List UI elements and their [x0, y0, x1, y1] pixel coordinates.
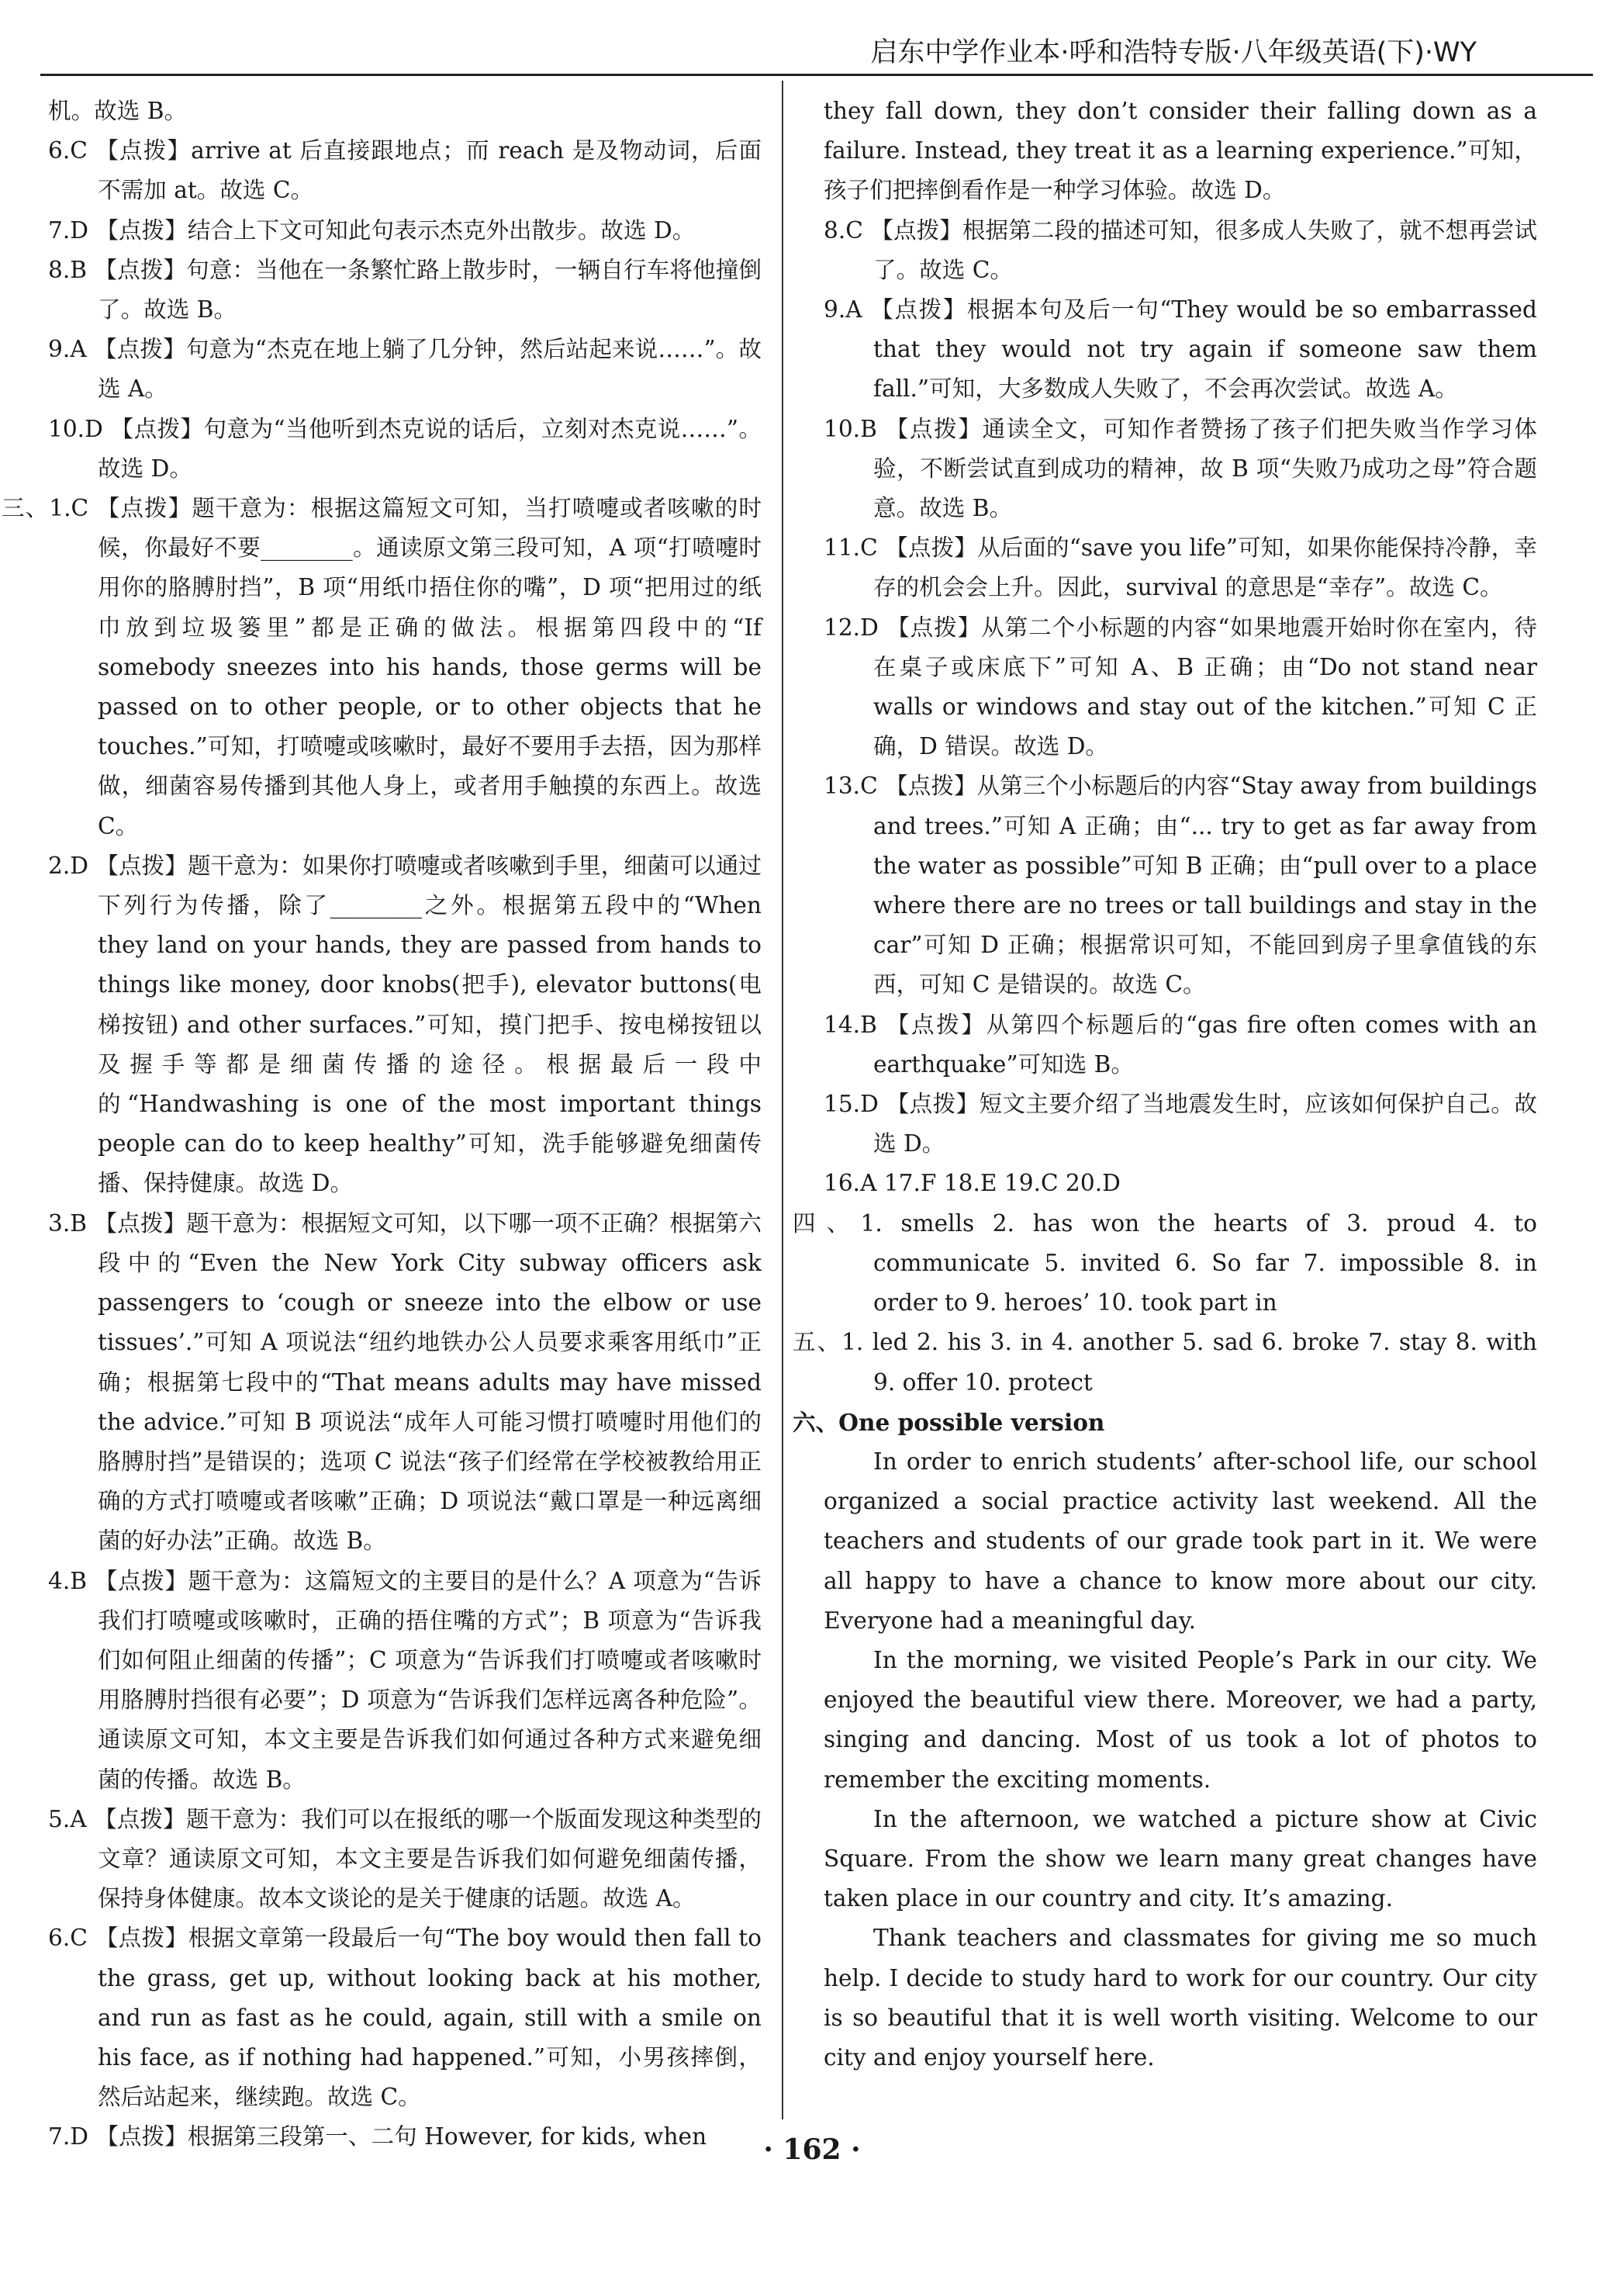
answer-item: 13.C 【点拨】从第三个小标题后的内容“Stay away from buildings and trees.”可知 A 正确；由“... try to get as far away from the water as possible”可知 B 正确；由“pull over to a place where there are no trees or tall buildings and stay in the car”可知 D 正确；根据常识可知，不能回到房子里拿值钱的东西，可知 C 是错误的。故选 C。 [824, 773, 1537, 998]
page-header: 启东中学作业本·呼和浩特专版·八年级英语(下)·WY [40, 31, 1593, 76]
section-four-answers: 四、1. smells 2. has won the hearts of 3. proud 4. to communicate 5. invited 6. So far 7. impossible 8. in order to 9. heroes’ 10. took part in [793, 1209, 1537, 1316]
answer-item: 11.C 【点拨】从后面的“save you life”可知，如果你能保持冷静，幸存的机会会上升。因此，survival 的意思是“幸存”。故选 C。 [824, 535, 1537, 601]
page-number: · 162 · [763, 2133, 861, 2166]
answer-item: 7.D 【点拨】结合上下文可知此句表示杰克外出散步。故选 D。 [48, 216, 696, 244]
section-six-heading: 六、One possible version [793, 1408, 1105, 1436]
answer-item: 9.A 【点拨】句意为“杰克在地上躺了几分钟，然后站起来说……”。故选 A。 [48, 336, 762, 403]
section-three-item: 三、1.C 【点拨】题干意为：根据这篇短文可知，当打喷嚏或者咳嗽的时候，你最好不要________。通读原文第三段可知，A 项“打喷嚏时用你的胳膊肘挡”，B 项“用纸巾捂住你的嘴”，D 项“把用过的纸巾放到垃圾篓里”都是正确的做法。根据第四段中的“If somebody sneezes into his hands, those germs will be passed on to other people, or to other objects that he touches.”可知，打喷嚏或咳嗽时，最好不要用手去捂，因为那样做，细菌容易传播到其他人身上，或者用手触摸的东西上。故选 C。 [2, 495, 762, 839]
essay-paragraph: Thank teachers and classmates for giving me so much help. I decide to study hard to work for our country. Our city is so beautiful that it is well worth visiting. Welcome to our city and enjoy yourself here. [824, 1925, 1537, 2071]
answer-item: 6.C 【点拨】arrive at 后直接跟地点；而 reach 是及物动词，后面不需加 at。故选 C。 [48, 137, 762, 204]
answer-item: 6.C 【点拨】根据文章第一段最后一句“The boy would then fall to the grass, get up, without looking back at his mother, and run as fast as he could, again, still with a smile on his face, as if nothing had happened.”可知，小男孩摔倒，然后站起来，继续跑。故选 C。 [48, 1925, 762, 2111]
answer-item: 14.B 【点拨】从第四个标题后的“gas fire often comes with an earthquake”可知选 B。 [824, 1011, 1537, 1078]
answer-item: 12.D 【点拨】从第二个小标题的内容“如果地震开始时你在室内，待在桌子或床底下”可知 A、B 正确；由“Do not stand near walls or windows and stay out of the kitchen.”可知 C 正确，D 错误。故选 D。 [824, 614, 1537, 760]
answer-item: 9.A 【点拨】根据本句及后一句“They would be so embarrassed that they would not try again if someone saw them fall.”可知，大多数成人失败了，不会再次尝试。故选 A。 [824, 296, 1537, 403]
answer-item: 10.D 【点拨】句意为“当他听到杰克说的话后，立刻对杰克说……”。故选 D。 [48, 415, 762, 482]
essay-paragraph: In the morning, we visited People’s Park in our city. We enjoyed the beautiful view there. Moreover, we had a party, singing and dancing. Most of us took a lot of photos to remember the exciting moments. [824, 1646, 1537, 1793]
essay-paragraph: In the afternoon, we watched a picture show at Civic Square. From the show we learn many great changes have taken place in our country and city. It’s amazing. [824, 1805, 1537, 1912]
answer-item: 5.A 【点拨】题干意为：我们可以在报纸的哪一个版面发现这种类型的文章？通读原文可知，本文主要是告诉我们如何避免细菌传播，保持身体健康。故本文谈论的是关于健康的话题。故选 A。 [48, 1805, 762, 1912]
answer-item: 7.D 【点拨】根据第三段第一、二句 However, for kids, when [48, 2123, 707, 2150]
answer-item: 8.C 【点拨】根据第二段的描述可知，很多成人失败了，就不想再尝试了。故选 C。 [824, 216, 1537, 283]
right-column [793, 92, 1537, 2078]
column-divider [782, 81, 783, 2119]
answer-item: 3.B 【点拨】题干意为：根据短文可知，以下哪一项不正确？根据第六段中的“Even the New York City subway officers ask passengers to ‘cough or sneeze into the elbow or use tissues’.”可知 A 项说法“纽约地铁办公人员要求乘客用纸巾”正确；根据第七段中的“That means adults may have missed the advice.”可知 B 项说法“成年人可能习惯打喷嚏时用他们的胳膊肘挡”是错误的；选项 C 说法“孩子们经常在学校被教给用正确的方式打喷嚏或者咳嗽”正确；D 项说法“戴口罩是一种远离细菌的好办法”正确。故选 B。 [48, 1209, 762, 1555]
answer-item: 8.B 【点拨】句意：当他在一条繁忙路上散步时，一辆自行车将他撞倒了。故选 B。 [48, 256, 762, 323]
answer-item: 4.B 【点拨】题干意为：这篇短文的主要目的是什么？A 项意为“告诉我们打喷嚏或咳嗽时，正确的捂住嘴的方式”；B 项意为“告诉我们如何阻止细菌的传播”；C 项意为“告诉我们打喷嚏或者咳嗽时用胳膊肘挡很有必要”；D 项意为“告诉我们怎样远离各种危险”。通读原文可知，本文主要是告诉我们如何通过各种方式来避免细菌的传播。故选 B。 [48, 1567, 762, 1793]
left-column [2, 92, 762, 2157]
answer-item: 机。故选 B。 [48, 98, 188, 124]
answer-item: 16.A 17.F 18.E 19.C 20.D [824, 1170, 1121, 1197]
answer-item: they fall down, they don’t consider their falling down as a failure. Instead, they treat it as a learning experience.”可知，孩子们把摔倒看作是一种学习体验。故选 D。 [824, 98, 1537, 204]
answer-item: 15.D 【点拨】短文主要介绍了当地震发生时，应该如何保护自己。故选 D。 [824, 1091, 1537, 1157]
essay-paragraph: In order to enrich students’ after-school life, our school organized a social practice activity last weekend. All the teachers and students of our grade took part in it. We were all happy to have a chance to know more about our city. Everyone had a meaningful day. [824, 1448, 1537, 1634]
section-five-answers: 五、1. led 2. his 3. in 4. another 5. sad 6. broke 7. stay 8. with 9. offer 10. protect [793, 1329, 1537, 1396]
answer-item: 2.D 【点拨】题干意为：如果你打喷嚏或者咳嗽到手里，细菌可以通过下列行为传播，除了________之外。根据第五段中的“When they land on your hands, they are passed from hands to things like money, door knobs(把手), elevator buttons(电梯按钮) and other surfaces.”可知，摸门把手、按电梯按钮以及握手等都是细菌传播的途径。根据最后一段中的“Handwashing is one of the most important things people can do to keep healthy”可知，洗手能够避免细菌传播、保持健康。故选 D。 [48, 852, 762, 1197]
answer-item: 10.B 【点拨】通读全文，可知作者赞扬了孩子们把失败当作学习体验，不断尝试直到成功的精神，故 B 项“失败乃成功之母”符合题意。故选 B。 [824, 415, 1537, 522]
